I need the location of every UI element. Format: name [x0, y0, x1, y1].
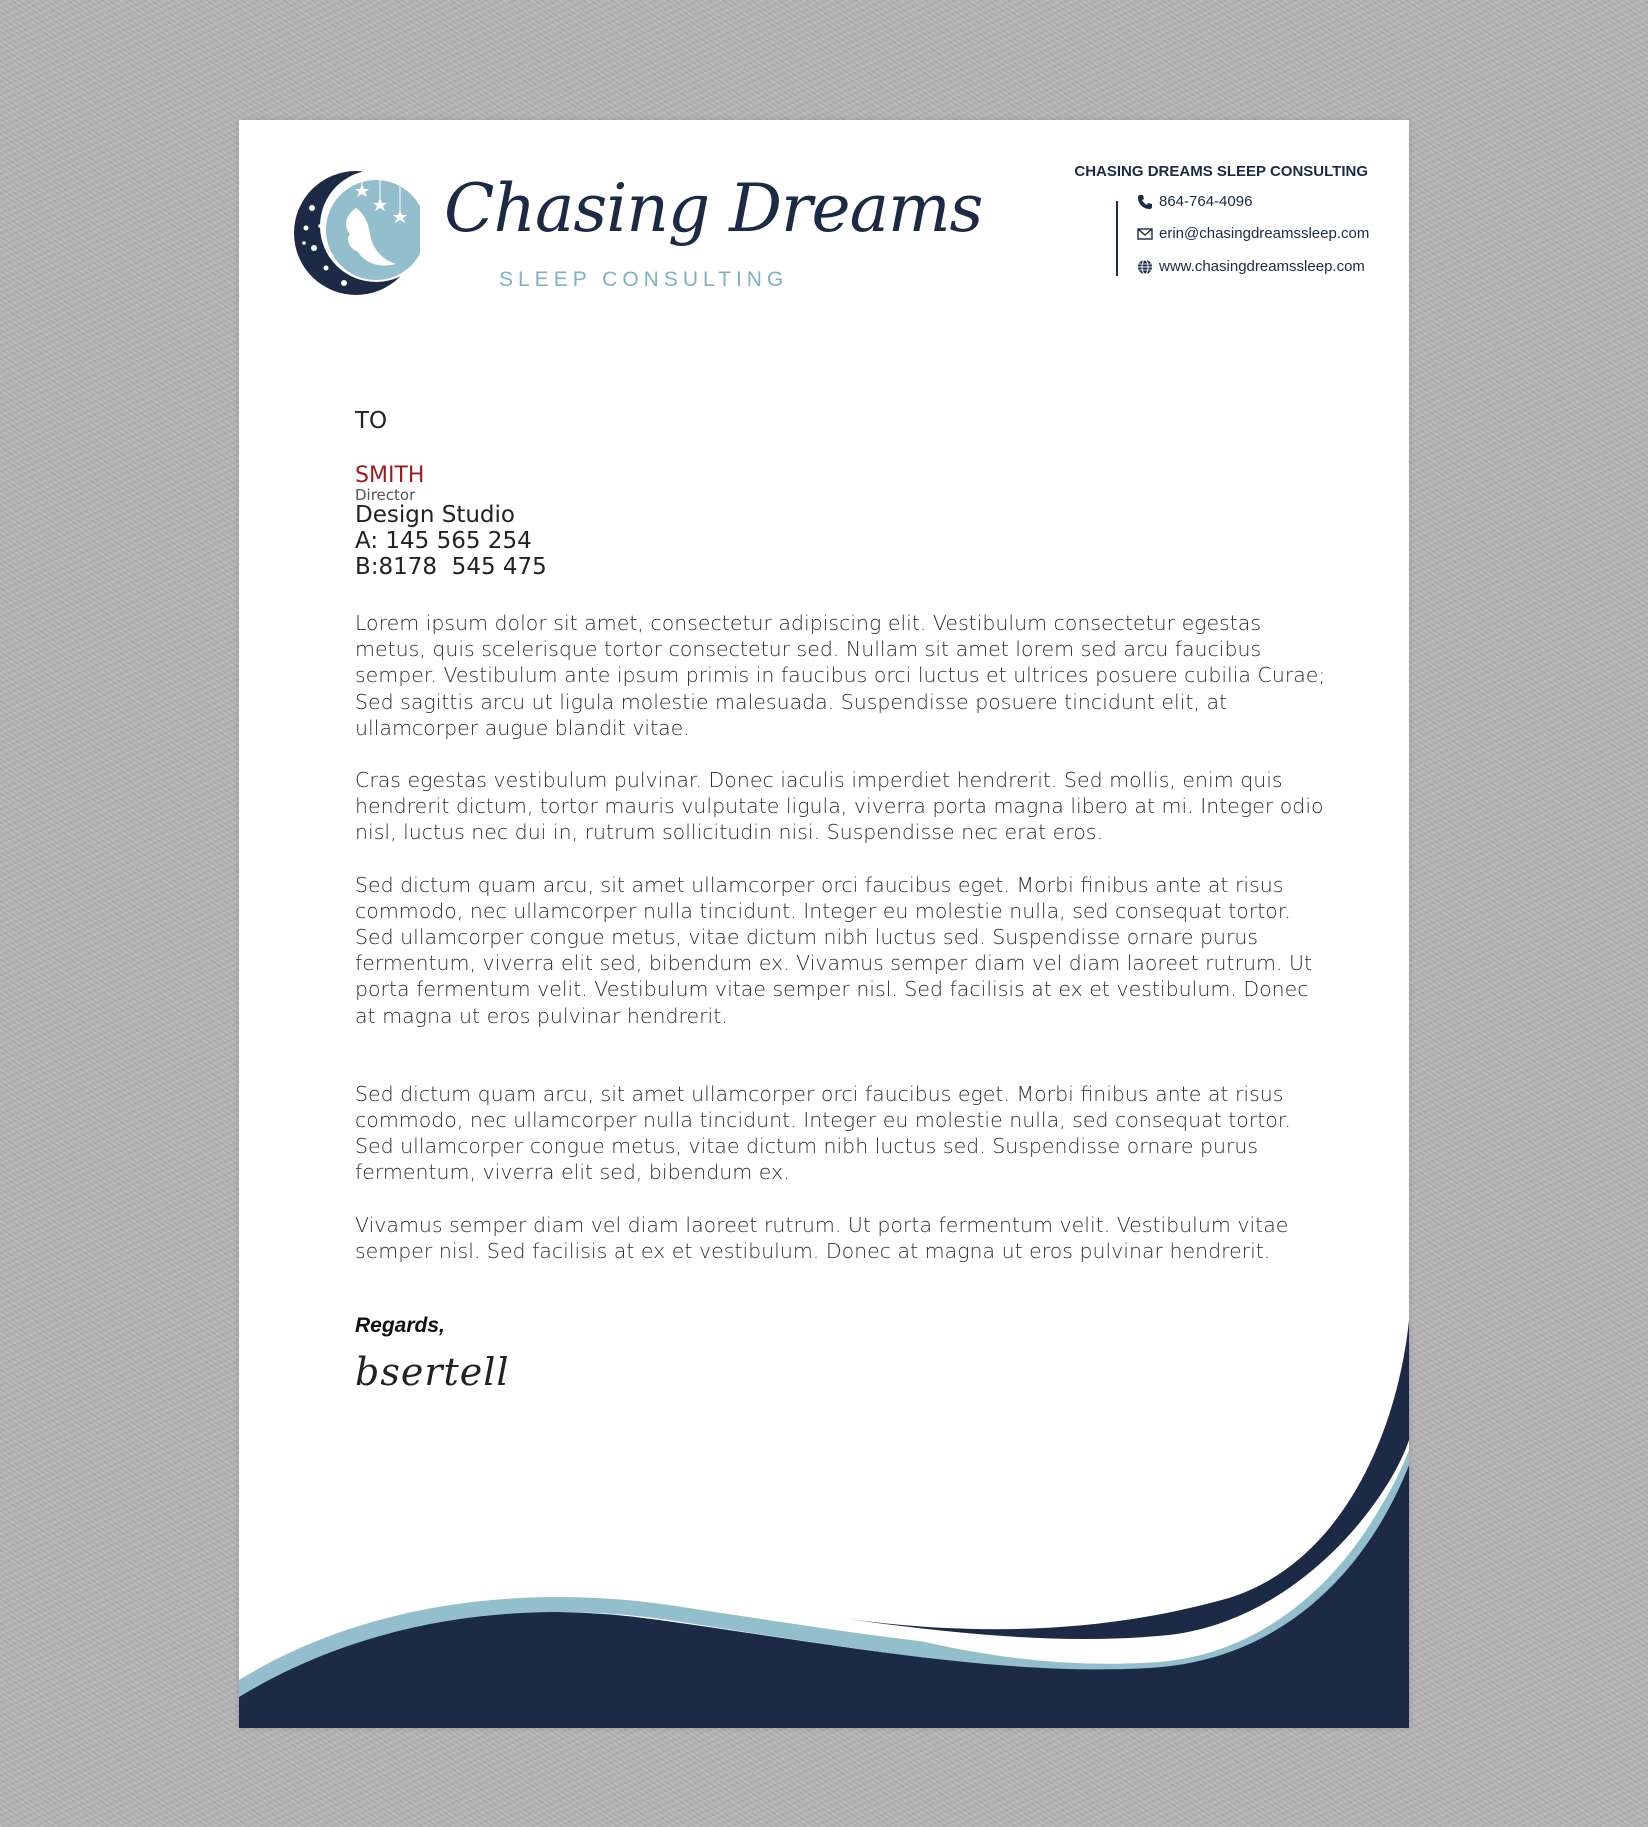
- globe-icon: [1137, 259, 1153, 275]
- recipient-line-a: A: 145 565 254: [355, 528, 532, 554]
- phone-text[interactable]: 864-764-4096: [1159, 193, 1253, 210]
- recipient-name: SMITH: [355, 463, 425, 488]
- paragraph-2: Cras egestas vestibulum pulvinar. Donec iaculis imperdiet hendrerit. Sed mollis, enim quis hendrerit dictum, tortor mauris vulputate ligula, viverra porta magna libero at mi. Integer odio nisl, luctus nec dui in, rutrum sollicitudin nisi. Suspendisse nec erat eros.: [355, 768, 1324, 845]
- brand-name: Chasing Dreams: [444, 170, 983, 247]
- paragraph-1: Lorem ipsum dolor sit amet, consectetur adipiscing elit. Vestibulum consectetur egestas metus, quis scelerisque tortor consectetur sed. Nullam sit amet lorem sed arcu faucibus semper. Vestibulum ante ipsum primis in faucibus orci luctus et ultrices posuere cubilia Curae; Sed sagittis arcu ut ligula molestie malesuada. Suspendisse posuere tincidunt elit, at ullamcorper augue blandit vitae.: [355, 611, 1326, 740]
- contact-phone: [1137, 193, 1252, 210]
- contact-web: [1137, 258, 1365, 275]
- paragraph-3: Sed dictum quam arcu, sit amet ullamcorper orci faucibus eget. Morbi finibus ante at risus commodo, nec ullamcorper nulla tincidunt. Integer eu molestie nulla, sed consequat tortor. Sed ullamcorper congue metus, vitae dictum nibh luctus sed. Suspendisse ornare purus fermentum, viverra elit sed, bibendum ex. Vivamus semper diam vel diam laoreet rutrum. Ut porta fermentum velit. Vestibulum vitae semper nisl. Sed facilisis at ex et vestibulum. Donec at magna ut eros pulvinar hendrerit.: [355, 872, 1313, 1028]
- recipient-line-b: B:8178 545 475: [355, 554, 547, 580]
- letter-body: [355, 408, 1335, 1394]
- to-label: TO: [355, 408, 388, 434]
- contact-email: [1137, 225, 1369, 242]
- envelope-icon: [1137, 226, 1153, 242]
- contact-title: CHASING DREAMS SLEEP CONSULTING: [1074, 163, 1368, 180]
- contact-divider: [1116, 201, 1118, 276]
- letterhead-page: [239, 120, 1409, 1728]
- recipient-company: Design Studio: [355, 502, 515, 528]
- recipient-title: Director: [355, 486, 416, 504]
- closing-regards: Regards,: [355, 1314, 445, 1338]
- crescent-moon-baby-icon: [292, 168, 420, 298]
- website-text[interactable]: www.chasingdreamssleep.com: [1159, 258, 1365, 275]
- brand-tagline: SLEEP CONSULTING: [499, 268, 789, 291]
- paragraph-4: Sed dictum quam arcu, sit amet ullamcorper orci faucibus eget. Morbi finibus ante at risus commodo, nec ullamcorper nulla tincidunt. Integer eu molestie nulla, sed consequat tortor. Sed ullamcorper congue metus, vitae dictum nibh luctus sed. Suspendisse ornare purus fermentum, viverra elit sed, bibendum ex.: [355, 1081, 1291, 1185]
- signature: bsertell: [355, 1350, 510, 1395]
- paragraph-5: Vivamus semper diam vel diam laoreet rutrum. Ut porta fermentum velit. Vestibulum vitae semper nisl. Sed facilisis at ex et vestibulum. Donec at magna ut eros pulvinar hendrerit.: [355, 1212, 1289, 1263]
- email-text[interactable]: erin@chasingdreamssleep.com: [1159, 225, 1370, 242]
- phone-icon: [1137, 194, 1153, 210]
